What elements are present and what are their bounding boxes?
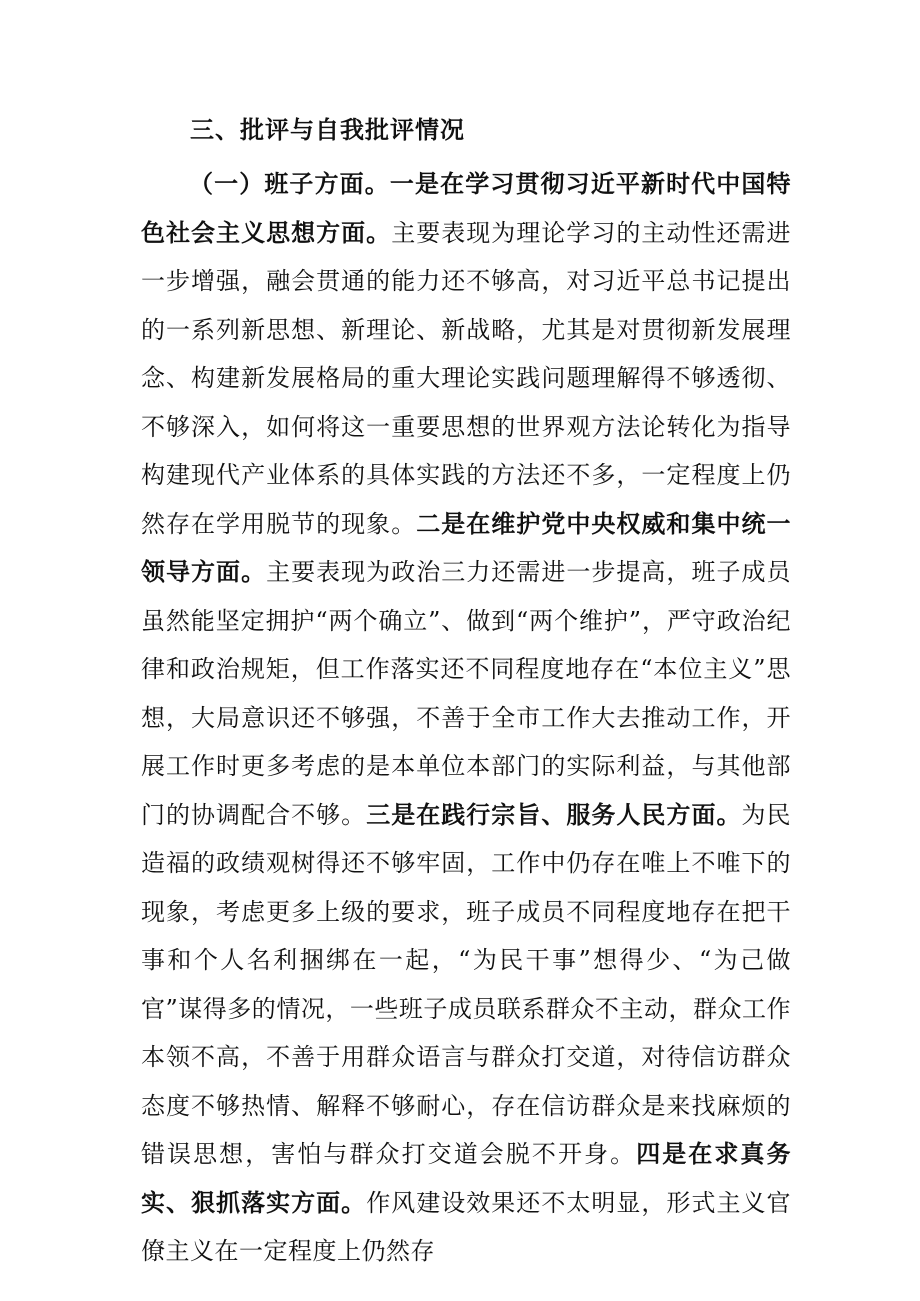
paragraph-text: 主要表现为政治三力还需进一步提高，班子成员虽然能坚定拥护“两个确立”、做到“两个维护”，严守政治纪律和政治规矩，但工作落实还不同程度地存在“本位主义”思想，大局意识还不够强，不善于全市工作大去推动工作，开展工作时更多考虑的是本单位本部门的实际利益，与其他部门的协调配合不够。 <box>141 558 792 829</box>
subsection-title: （一）班子方面。一是在学习贯彻习近平新时代中国特色社会主义思想方面。 <box>141 170 791 247</box>
paragraph-text: 为民造福的政绩观树得还不够牢固，工作中仍存在唯上不唯下的现象，考虑更多上级的要求，班子成员不同程度地存在把干事和个人名利捆绑在一起，“为民干事”想得少、“为己做官”谋得多的情况，一些班子成员联系群众不主动，群众工作本领不高，不善于用群众语言与群众打交道，对待信访群众态度不够热情、解释不够耐心，存在信访群众是来找麻烦的错误思想，害怕与群众打交道会脱不开身。 <box>141 800 792 1168</box>
paragraph-text: 作风建设效果还不太明显，形式主义官僚主义在一定程度上仍然存 <box>141 1188 792 1265</box>
point-title-2: 二是在维护党中央权威和集中统一领导方面。 <box>141 509 792 586</box>
paragraph-text: 主要表现为理论学习的主动性还需进一步增强，融会贯通的能力还不够高，对习近平总书记提出的一系列新思想、新理论、新战略，尤其是对贯彻新发展理念、构建新发展格局的重大理论实践问题理解得不够透彻、不够深入，如何将这一重要思想的世界观方法论转化为指导构建现代产业体系的具体实践的方法还不多，一定程度上仍然存在学用脱节的现象。 <box>141 218 792 538</box>
point-title-4: 四是在求真务实、狠抓落实方面。 <box>141 1140 791 1217</box>
point-title-3: 三是在践行宗旨、服务人民方面。 <box>366 800 742 829</box>
body-paragraph <box>141 160 791 1276</box>
section-heading: 三、批评与自我批评情况 <box>190 116 465 144</box>
